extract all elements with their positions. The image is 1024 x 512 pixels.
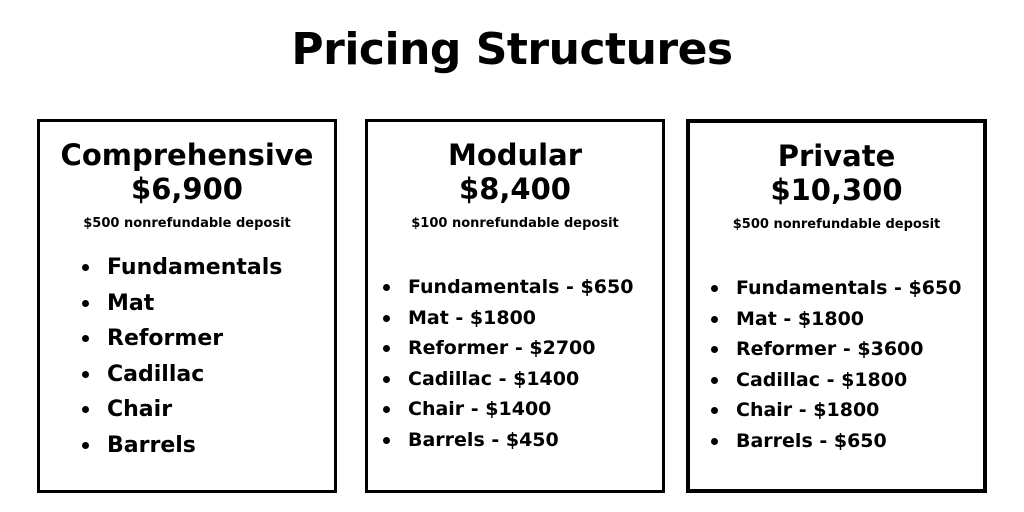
plan-item-list xyxy=(107,250,334,463)
list-item: Chair - $1800 xyxy=(736,395,983,426)
list-item: Mat - $1800 xyxy=(408,303,662,334)
list-item: Chair xyxy=(107,392,334,428)
list-item: Barrels - $650 xyxy=(736,426,983,457)
plan-price: $10,300 xyxy=(770,173,903,207)
plan-card-comprehensive xyxy=(37,119,337,493)
list-item: Fundamentals - $650 xyxy=(408,272,662,303)
list-item: Mat - $1800 xyxy=(736,304,983,335)
plan-price: $6,900 xyxy=(131,172,243,206)
plan-price: $8,400 xyxy=(459,172,571,206)
plan-deposit: $500 nonrefundable deposit xyxy=(83,216,291,231)
plan-deposit: $100 nonrefundable deposit xyxy=(411,216,619,231)
list-item: Fundamentals - $650 xyxy=(736,273,983,304)
plan-name: Private xyxy=(777,139,896,173)
plan-name: Modular xyxy=(448,138,582,172)
list-item: Fundamentals xyxy=(107,250,334,286)
list-item: Cadillac - $1800 xyxy=(736,365,983,396)
list-item: Reformer - $3600 xyxy=(736,334,983,365)
list-item: Reformer - $2700 xyxy=(408,333,662,364)
list-item: Barrels xyxy=(107,428,334,464)
list-item: Barrels - $450 xyxy=(408,425,662,456)
plan-card-modular xyxy=(365,119,665,493)
list-item: Cadillac - $1400 xyxy=(408,364,662,395)
list-item: Cadillac xyxy=(107,357,334,393)
plan-card-private xyxy=(686,119,987,493)
plan-item-list xyxy=(408,272,662,456)
page-title: Pricing Structures xyxy=(291,24,733,75)
list-item: Mat xyxy=(107,286,334,322)
plan-deposit: $500 nonrefundable deposit xyxy=(732,217,941,232)
list-item: Reformer xyxy=(107,321,334,357)
plan-name: Comprehensive xyxy=(60,138,314,172)
plan-item-list xyxy=(736,273,983,457)
list-item: Chair - $1400 xyxy=(408,394,662,425)
